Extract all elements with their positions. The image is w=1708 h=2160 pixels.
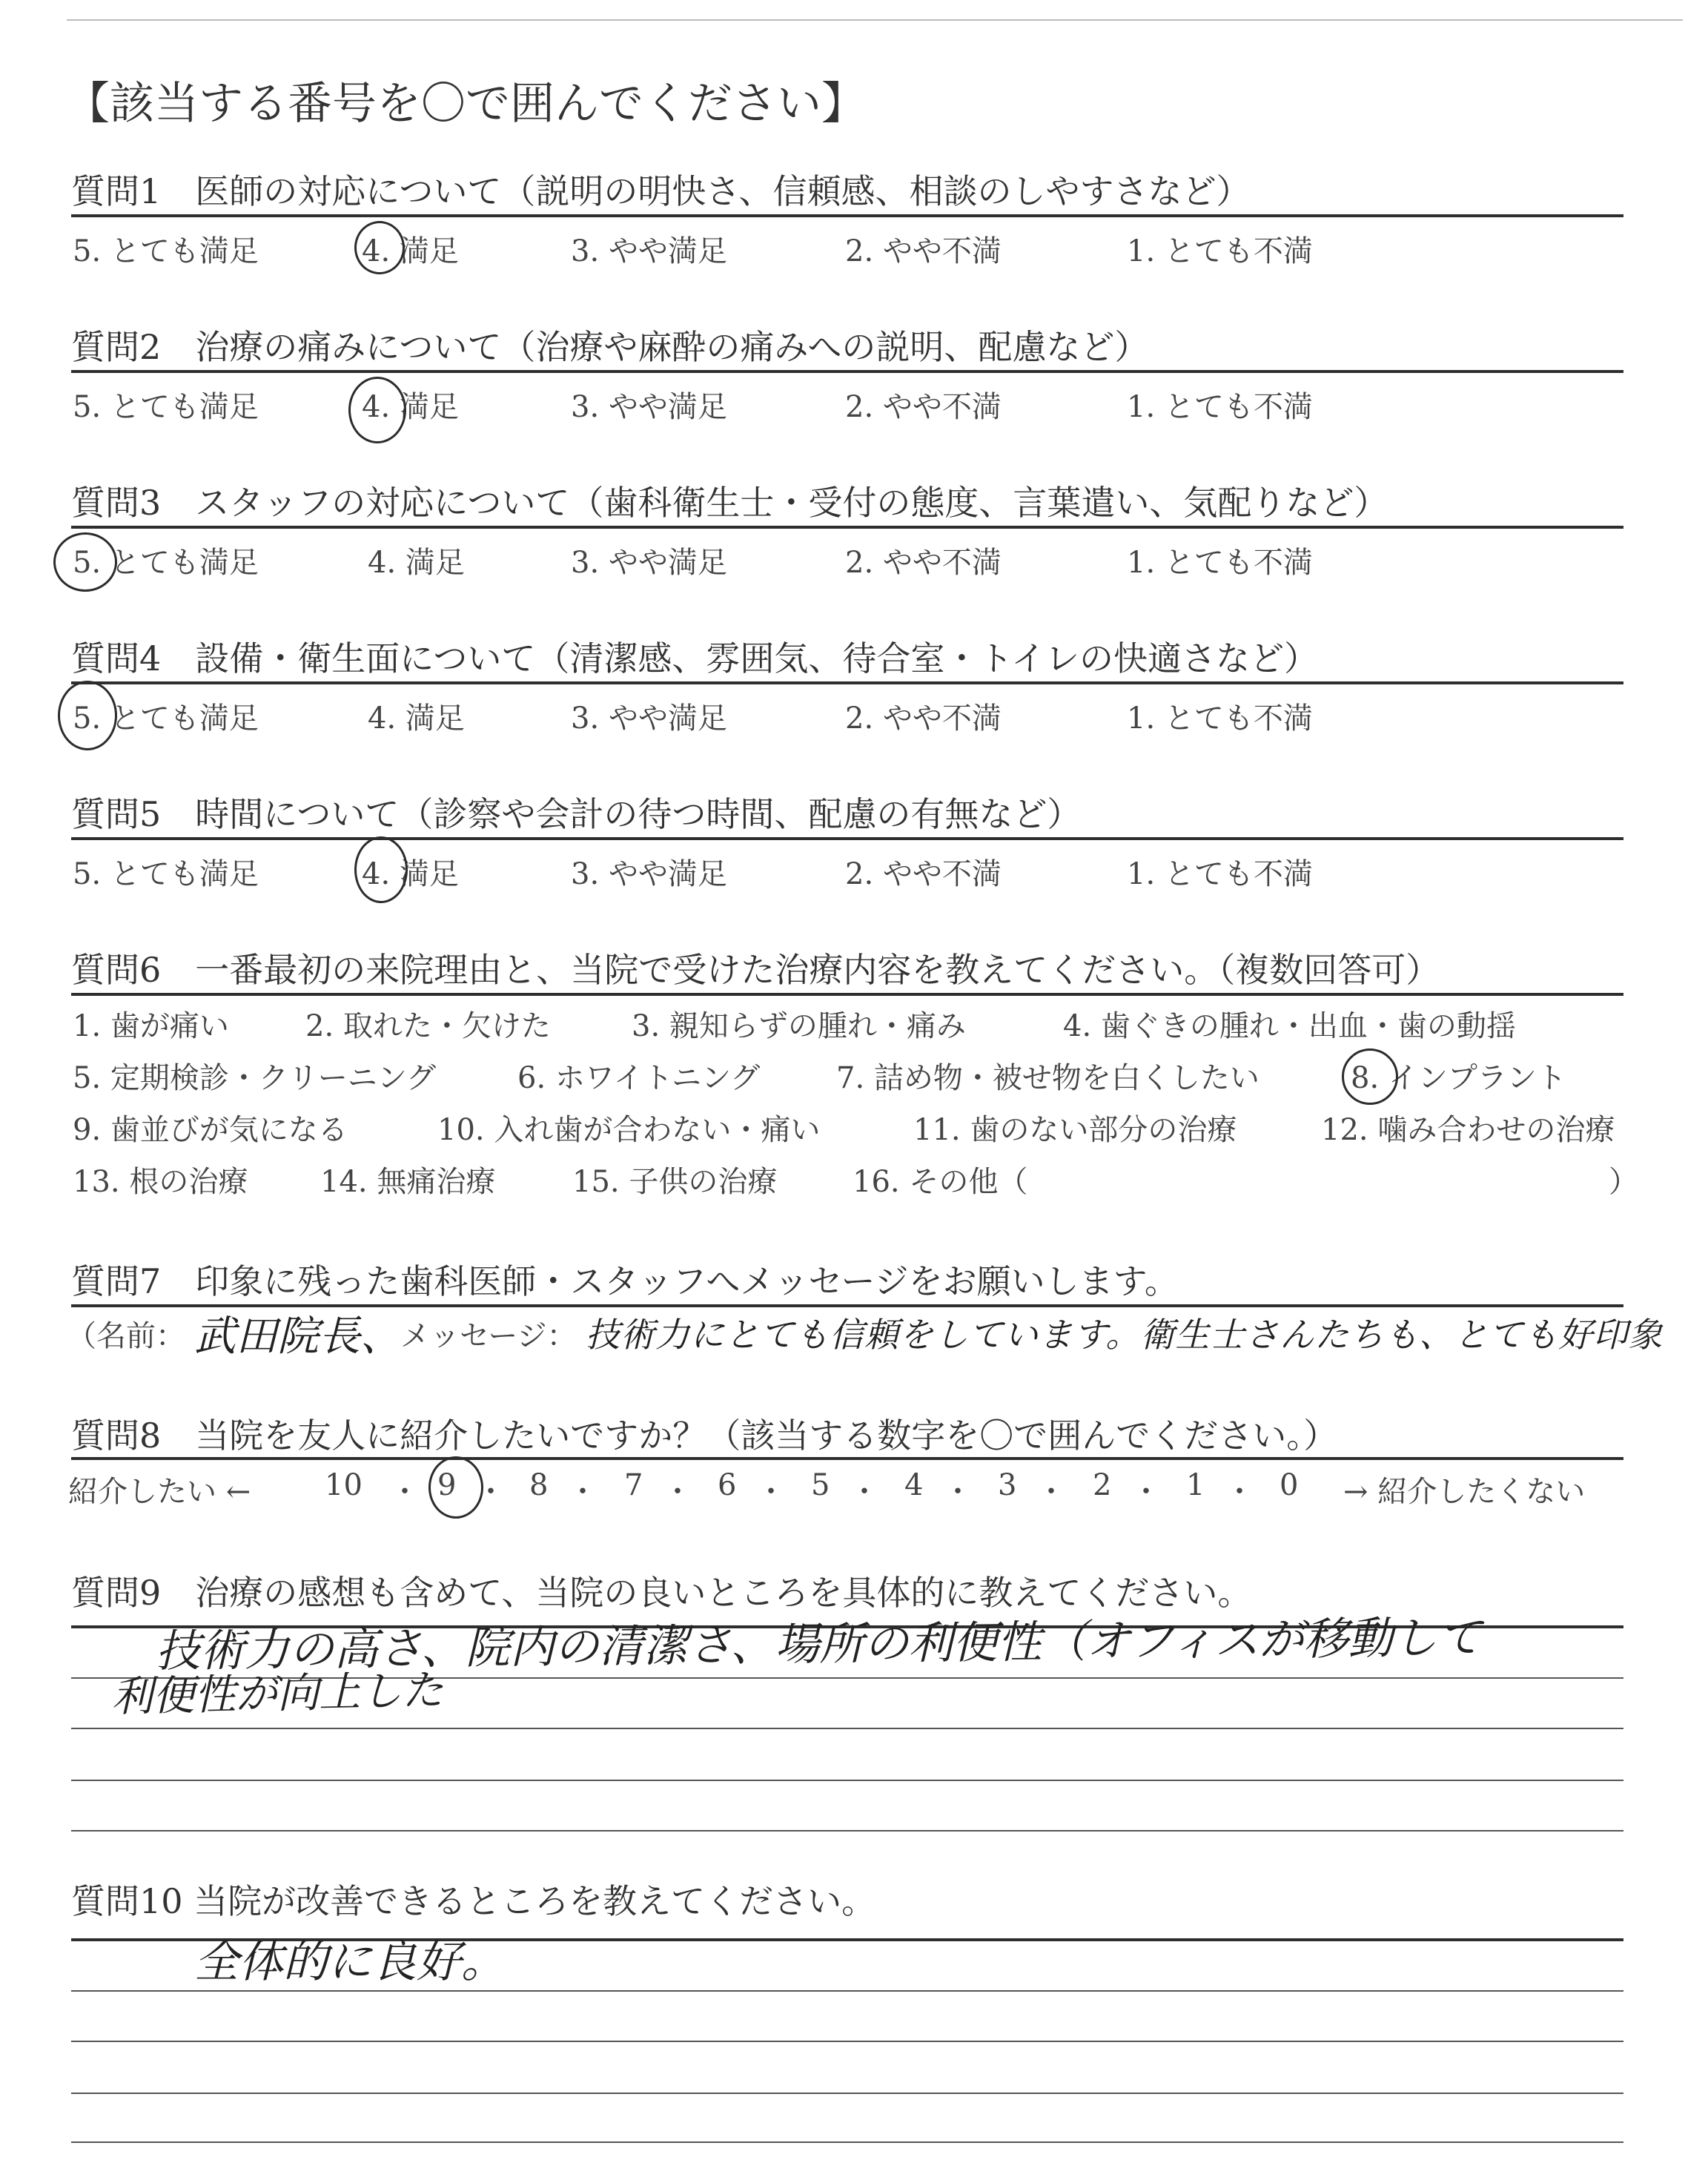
q2-opt-1[interactable]: 1. とても不満 — [1127, 390, 1313, 424]
q8-left-label: 紹介したい ← — [68, 1475, 251, 1509]
scan-edge — [67, 19, 1683, 21]
q8-label: 質問8 当院を友人に紹介したいですか？（該当する数字を〇で囲んでください。） — [71, 1416, 1338, 1456]
q3-selected-circle — [53, 532, 117, 592]
q6-opt-4[interactable]: 4. 歯ぐきの腫れ・出血・歯の動揺 — [1063, 1009, 1516, 1043]
q5-selected-circle — [354, 836, 408, 903]
q9-line-3 — [71, 1728, 1623, 1729]
q5-label: 質問5 時間について（診察や会計の待つ時間、配慮の有無など） — [71, 794, 1082, 834]
q7-message-label: メッセージ： — [400, 1319, 577, 1353]
q6-opt-9[interactable]: 9. 歯並びが気になる — [73, 1113, 348, 1147]
q6-opt-16[interactable]: 16. その他（ — [853, 1165, 1028, 1199]
q8-scale-separator: ・ — [850, 1475, 879, 1509]
q8-scale-5[interactable]: 5 — [811, 1468, 830, 1502]
q8-scale-separator: ・ — [1131, 1475, 1161, 1509]
q8-selected-circle — [428, 1456, 483, 1519]
q3-opt-2[interactable]: 2. やや不満 — [845, 546, 1002, 580]
q6-opt-10[interactable]: 10. 入れ歯が合わない・痛い — [437, 1113, 821, 1147]
q3-opt-1[interactable]: 1. とても不満 — [1127, 546, 1313, 580]
q6-opt-16-close: ） — [1609, 1165, 1638, 1199]
q6-selected-circle — [1342, 1048, 1398, 1105]
q1-opt-2[interactable]: 2. やや不満 — [845, 234, 1002, 268]
q5-opt-4[interactable]: 4. 満足 — [362, 857, 459, 891]
q4-selected-circle — [58, 681, 117, 750]
q5-opt-3[interactable]: 3. やや満足 — [571, 857, 727, 891]
q6-rule — [71, 993, 1623, 996]
q6-opt-12[interactable]: 12. 噛み合わせの治療 — [1321, 1113, 1615, 1147]
q1-opt-4[interactable]: 4. 満足 — [362, 234, 459, 268]
page-title: 【該当する番号を〇で囲んでください】 — [65, 78, 866, 130]
q8-rule — [71, 1457, 1623, 1460]
q6-opt-3[interactable]: 3. 親知らずの腫れ・痛み — [632, 1009, 966, 1043]
q3-opt-4[interactable]: 4. 満足 — [368, 546, 465, 580]
q6-opt-14[interactable]: 14. 無痛治療 — [320, 1165, 496, 1199]
q6-opt-6[interactable]: 6. ホワイトニング — [517, 1061, 761, 1095]
q3-rule — [71, 526, 1623, 529]
q9-line-4 — [71, 1780, 1623, 1781]
q1-rule — [71, 214, 1623, 217]
q4-opt-2[interactable]: 2. やや不満 — [845, 701, 1002, 736]
q1-opt-3[interactable]: 3. やや満足 — [571, 234, 727, 268]
q9-label: 質問9 治療の感想も含めて、当院の良いところを具体的に教えてください。 — [71, 1573, 1252, 1613]
q5-opt-1[interactable]: 1. とても不満 — [1127, 857, 1313, 891]
q10-line-5 — [71, 2141, 1623, 2143]
q5-opt-2[interactable]: 2. やや不満 — [845, 857, 1002, 891]
q9-line-5 — [71, 1830, 1623, 1832]
q4-opt-1[interactable]: 1. とても不満 — [1127, 701, 1313, 736]
q2-opt-2[interactable]: 2. やや不満 — [845, 390, 1002, 424]
q8-scale-1[interactable]: 1 — [1186, 1468, 1205, 1502]
q8-scale-separator: ・ — [476, 1475, 506, 1509]
q8-scale-separator: ・ — [756, 1475, 786, 1509]
q8-scale-8[interactable]: 8 — [529, 1468, 549, 1502]
q3-opt-3[interactable]: 3. やや満足 — [571, 546, 727, 580]
q8-scale-10[interactable]: 10 — [325, 1468, 363, 1502]
q8-scale-separator: ・ — [390, 1475, 420, 1509]
q4-rule — [71, 681, 1623, 684]
q6-opt-11[interactable]: 11. 歯のない部分の治療 — [913, 1113, 1237, 1147]
q5-rule — [71, 837, 1623, 840]
q2-rule — [71, 370, 1623, 373]
q3-label: 質問3 スタッフの対応について（歯科衛生士・受付の態度、言葉遣い、気配りなど） — [71, 483, 1388, 523]
q6-opt-5[interactable]: 5. 定期検診・クリーニング — [73, 1061, 437, 1095]
q8-scale-separator: ・ — [663, 1475, 692, 1509]
q8-scale-separator: ・ — [943, 1475, 973, 1509]
q6-opt-8[interactable]: 8. インプラント — [1351, 1061, 1566, 1095]
q4-opt-3[interactable]: 3. やや満足 — [571, 701, 727, 736]
q5-opt-5[interactable]: 5. とても満足 — [73, 857, 259, 891]
q7-name-label: （名前： — [67, 1319, 185, 1353]
q9-handwriting-2: 利便性が向上した — [110, 1666, 444, 1722]
q2-opt-4[interactable]: 4. 満足 — [362, 390, 459, 424]
q6-label: 質問6 一番最初の来院理由と、当院で受けた治療内容を教えてください。（複数回答可） — [71, 950, 1440, 990]
q8-scale-7[interactable]: 7 — [624, 1468, 643, 1502]
q7-message-handwriting: 技術力にとても信頼をしています。衛生士さんたちも、とても好印象 — [586, 1315, 1664, 1355]
q7-label: 質問7 印象に残った歯科医師・スタッフへメッセージをお願いします。 — [71, 1261, 1179, 1301]
q8-scale-0[interactable]: 0 — [1280, 1468, 1299, 1502]
q8-scale-9[interactable]: 9 — [437, 1468, 457, 1502]
q1-label: 質問1 医師の対応について（説明の明快さ、信頼感、相談のしやすさなど） — [71, 171, 1251, 211]
q2-selected-circle — [348, 377, 406, 443]
q4-opt-5[interactable]: 5. とても満足 — [73, 701, 259, 736]
q1-opt-5[interactable]: 5. とても満足 — [73, 234, 259, 268]
q8-right-label: → 紹介したくない — [1343, 1475, 1586, 1509]
q1-selected-circle — [354, 221, 405, 274]
q10-line-3 — [71, 2041, 1623, 2042]
q6-opt-15[interactable]: 15. 子供の治療 — [572, 1165, 778, 1199]
q8-scale-4[interactable]: 4 — [904, 1468, 924, 1502]
q6-opt-7[interactable]: 7. 詰め物・被せ物を白くしたい — [836, 1061, 1260, 1095]
q8-scale-separator: ・ — [568, 1475, 598, 1509]
q10-handwriting: 全体的に良好。 — [194, 1936, 506, 1988]
q10-label: 質問10 当院が改善できるところを教えてください。 — [71, 1881, 876, 1921]
q7-name-handwriting: 武田院長、 — [194, 1312, 402, 1361]
q8-scale-2[interactable]: 2 — [1093, 1468, 1112, 1502]
q2-opt-3[interactable]: 3. やや満足 — [571, 390, 727, 424]
q6-opt-2[interactable]: 2. 取れた・欠けた — [305, 1009, 551, 1043]
q3-opt-5[interactable]: 5. とても満足 — [73, 546, 259, 580]
q4-opt-4[interactable]: 4. 満足 — [368, 701, 465, 736]
q10-line-4 — [71, 2093, 1623, 2094]
q8-scale-6[interactable]: 6 — [718, 1468, 737, 1502]
q8-scale-separator: ・ — [1225, 1475, 1254, 1509]
q2-label: 質問2 治療の痛みについて（治療や麻酔の痛みへの説明、配慮など） — [71, 327, 1149, 367]
q8-scale-3[interactable]: 3 — [998, 1468, 1017, 1502]
q6-opt-1[interactable]: 1. 歯が痛い — [73, 1009, 229, 1043]
q6-opt-13[interactable]: 13. 根の治療 — [73, 1165, 248, 1199]
q10-line-2 — [71, 1990, 1623, 1992]
q2-opt-5[interactable]: 5. とても満足 — [73, 390, 259, 424]
q4-label: 質問4 設備・衛生面について（清潔感、雰囲気、待合室・トイレの快適さなど） — [71, 638, 1319, 678]
q8-scale-separator: ・ — [1036, 1475, 1066, 1509]
q1-opt-1[interactable]: 1. とても不満 — [1127, 234, 1313, 268]
q9-handwriting-1: 技術力の高さ、院内の清潔さ、場所の利便性（オフィスが移動して — [155, 1611, 1482, 1678]
